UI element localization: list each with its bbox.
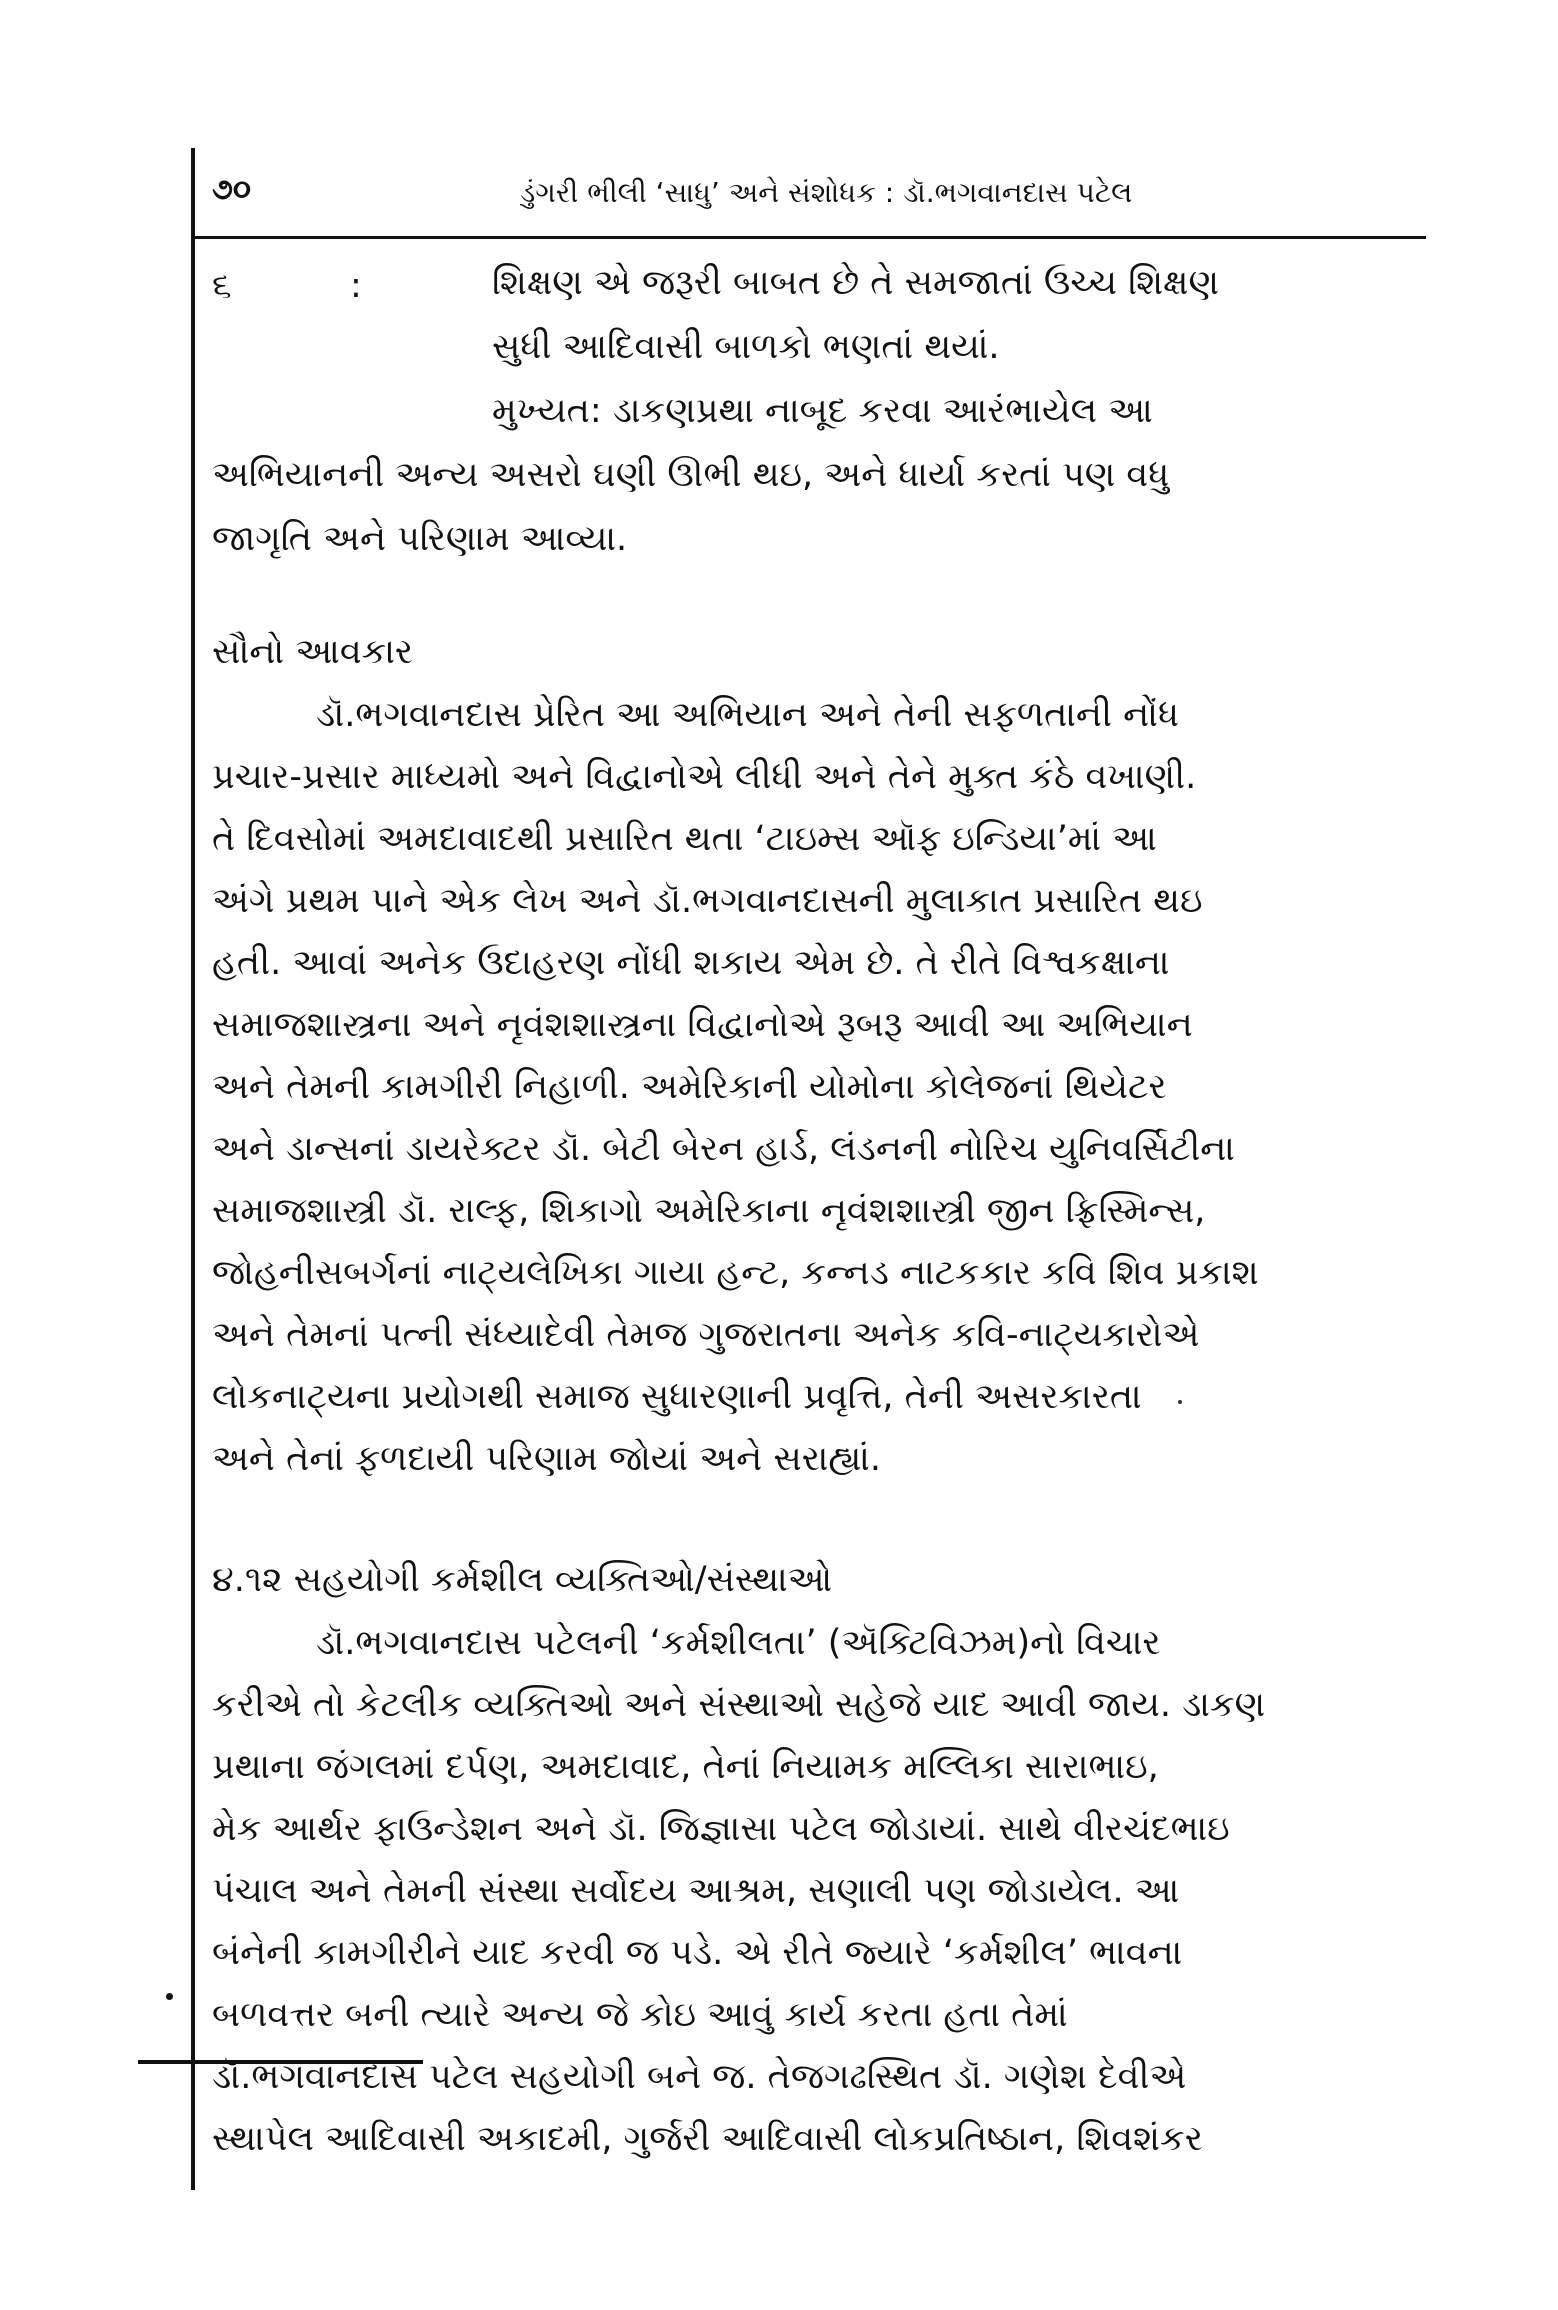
paragraph-line: હતી. આવાં અનેક ઉદાહરણ નોંધી શકાય એમ છે. તે રીતે વિશ્વકક્ષાના xyxy=(212,943,1170,983)
paragraph-line: મેક આર્થર ફાઉન્ડેશન અને ડૉ. જિજ્ઞાસા પટેલ જોડાયાં. સાથે વીરચંદભાઇ xyxy=(212,1809,1230,1849)
margin-dot xyxy=(166,1993,173,2000)
paragraph-line: અને તેમનાં પત્ની સંધ્યાદેવી તેમજ ગુજરાતના અનેક કવિ-નાટ્યકારોએ xyxy=(212,1315,1200,1355)
paragraph-line: બળવત્તર બની ત્યારે અન્ય જે કોઇ આવું કાર્ય કરતા હતા તેમાં xyxy=(212,1995,1068,2035)
running-title: ડુંગરી ભીલી ‘સાધુ’ અને સંશોધક : ડૉ.ભગવાનદાસ પટેલ xyxy=(520,176,1133,209)
section-heading: ૪.૧૨ સહયોગી કર્મશીલ વ્યક્તિઓ/સંસ્થાઓ xyxy=(212,1560,833,1600)
item-colon: : xyxy=(350,266,362,306)
paragraph-line: ડૉ.ભગવાનદાસ પટેલ સહયોગી બને જ. તેજગઢસ્થિત ડૉ. ગણેશ દેવીએ xyxy=(212,2057,1187,2097)
paragraph-line: જાગૃતિ અને પરિણામ આવ્યા. xyxy=(212,519,628,559)
paragraph-line: અભિયાનની અન્ય અસરો ઘણી ઊભી થઇ, અને ધાર્યા કરતાં પણ વધુ xyxy=(212,455,1170,495)
paragraph-line: મુખ્યત: ડાકણપ્રથા નાબૂદ કરવા આરંભાયેલ આ xyxy=(492,391,1153,431)
paragraph-line: સ્થાપેલ આદિવાસી અકાદમી, ગુર્જરી આદિવાસી લોકપ્રતિષ્ઠાન, શિવશંકર xyxy=(212,2119,1203,2159)
paragraph-line: પ્રચાર-પ્રસાર માધ્યમો અને વિદ્વાનોએ લીધી અને તેને મુક્ત કંઠે વખાણી. xyxy=(212,757,1197,797)
paragraph-line: અંગે પ્રથમ પાને એક લેખ અને ડૉ.ભગવાનદાસની મુલાકાત પ્રસારિત થઇ xyxy=(212,881,1203,921)
paragraph-line: તે દિવસોમાં અમદાવાદથી પ્રસારિત થતા ‘ટાઇમ્સ ઑફ ઇન્ડિયા’માં આ xyxy=(212,819,1157,859)
paragraph-line: સમાજશાસ્ત્રના અને નૃવંશશાસ્ત્રના વિદ્વાનોએ રૂબરૂ આવી આ અભિયાન xyxy=(212,1005,1193,1045)
item-number: ૬ xyxy=(212,266,232,306)
item-line: સુધી આદિવાસી બાળકો ભણતાં થયાં. xyxy=(492,327,1000,367)
left-margin-rule xyxy=(191,148,195,2190)
paragraph-line: અને તેનાં ફળદાયી પરિણામ જોયાં અને સરાહ્યાં. xyxy=(212,1439,881,1479)
paragraph-line: ડૉ.ભગવાનદાસ પટેલની ‘કર્મશીલતા’ (ઍક્ટિવિઝમ)નો વિચાર xyxy=(316,1623,1161,1663)
paragraph-line: લોકનાટ્યના પ્રયોગથી સમાજ સુધારણાની પ્રવૃત્તિ, તેની અસરકારતા xyxy=(212,1377,1142,1417)
item-line: શિક્ષણ એ જરૂરી બાબત છે તે સમજાતાં ઉચ્ચ શિક્ષણ xyxy=(492,263,1219,303)
paragraph-line: પ્રથાના જંગલમાં દર્પણ, અમદાવાદ, તેનાં નિયામક મલ્લિકા સારાભાઇ, xyxy=(212,1747,1159,1787)
paragraph-line: અને તેમની કામગીરી નિહાળી. અમેરિકાની યોમોના કોલેજનાં થિયેટર xyxy=(212,1067,1167,1107)
paragraph-line: જોહનીસબર્ગનાં નાટ્યલેખિકા ગાયા હન્ટ, કન્નડ નાટકકાર કવિ શિવ પ્રકાશ xyxy=(212,1253,1259,1293)
paragraph-line: બંનેની કામગીરીને યાદ કરવી જ પડે. એ રીતે જ્યારે ‘કર્મશીલ’ ભાવના xyxy=(212,1933,1183,1973)
paragraph-line: કરીએ તો કેટલીક વ્યક્તિઓ અને સંસ્થાઓ સહેજે યાદ આવી જાય. ડાકણ xyxy=(212,1685,1266,1725)
header-rule xyxy=(191,236,1426,239)
page-number: ૭૦ xyxy=(212,172,251,207)
paragraph-line: સમાજશાસ્ત્રી ડૉ. રાલ્ફ, શિકાગો અમેરિકાના નૃવંશશાસ્ત્રી જીન ફ્રિસ્મિન્સ, xyxy=(212,1191,1206,1231)
section-heading: સૌનો આવકાર xyxy=(212,632,414,672)
paragraph-line: અને ડાન્સનાં ડાયરેક્ટર ડૉ. બેટી બેરન હાર્ડ, લંડનની નોરિચ યુનિવર્સિટીના xyxy=(212,1129,1235,1169)
paragraph-line: પંચાલ અને તેમની સંસ્થા સર્વોદય આશ્રમ, સણાલી પણ જોડાયેલ. આ xyxy=(212,1871,1180,1911)
paragraph-line: ડૉ.ભગવાનદાસ પ્રેરિત આ અભિયાન અને તેની સફળતાની નોંધ xyxy=(316,695,1179,735)
